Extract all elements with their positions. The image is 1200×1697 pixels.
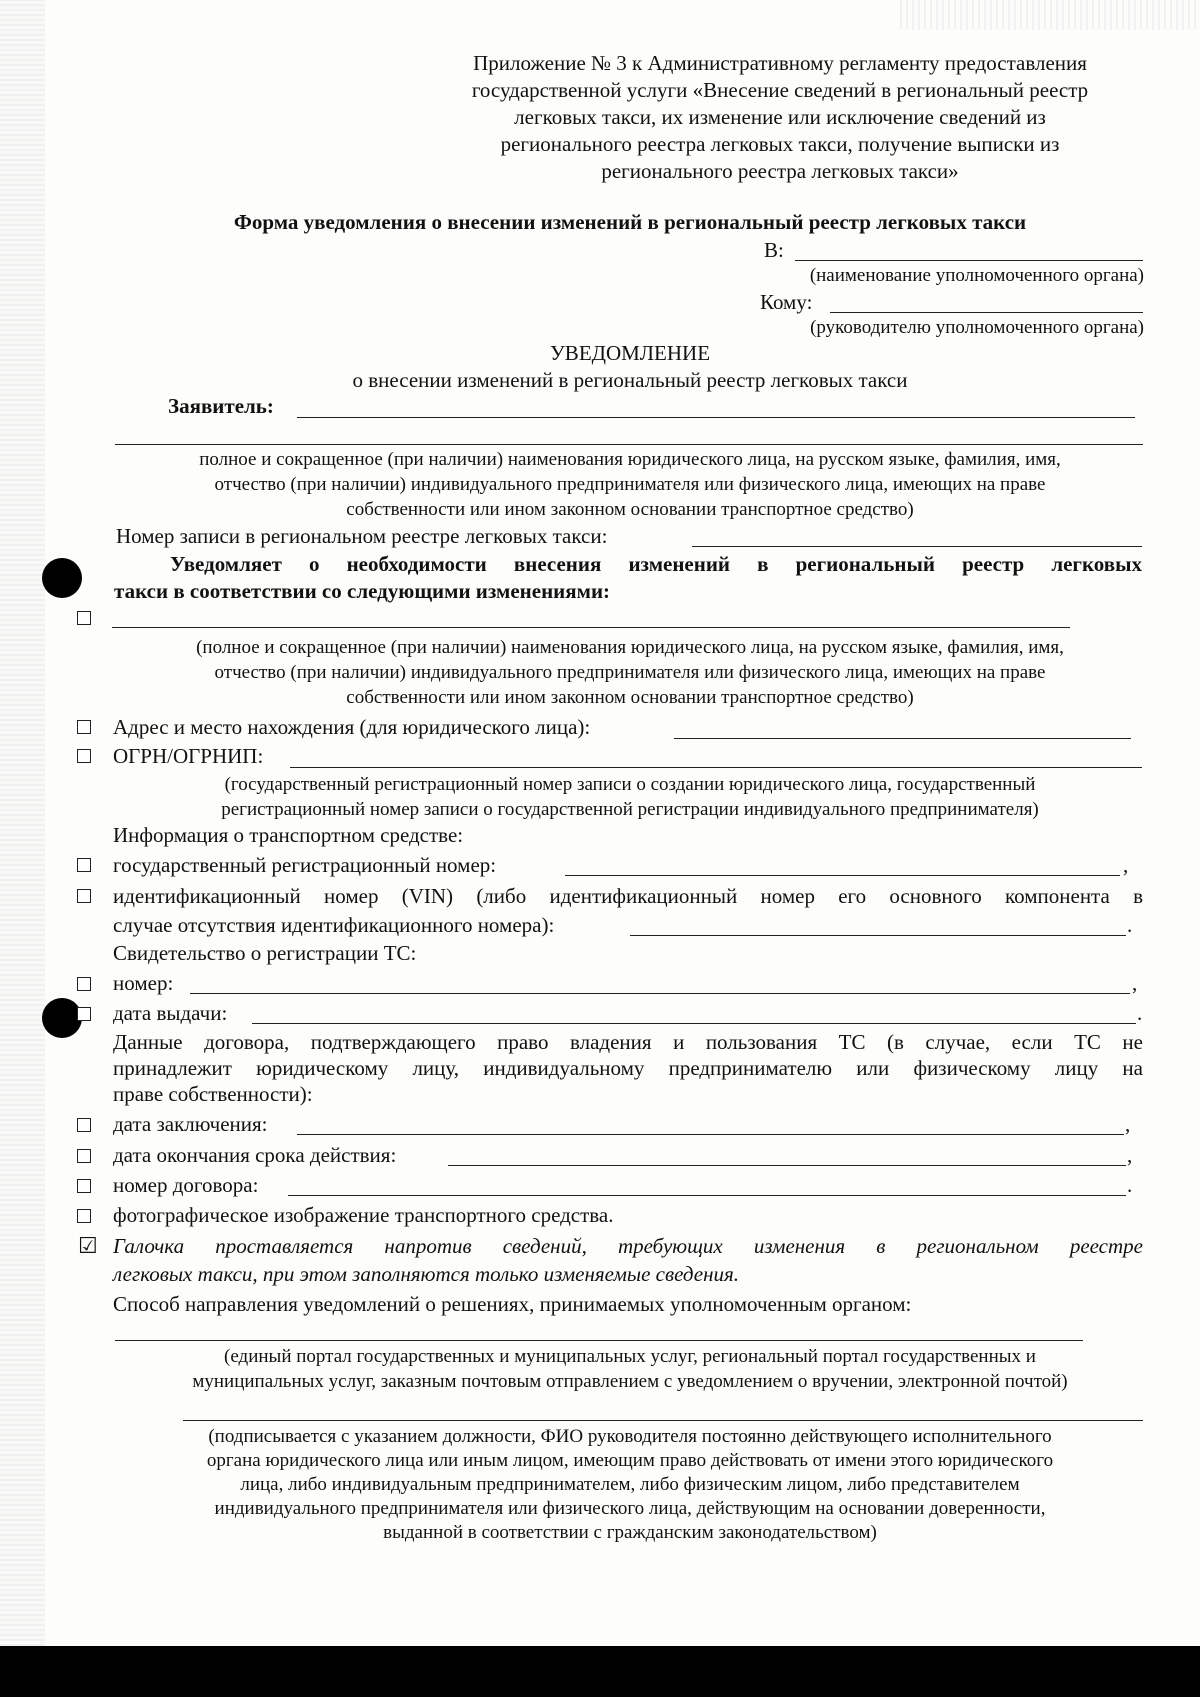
cert-date-checkbox[interactable] xyxy=(77,1007,91,1021)
ogrn-caption-1: (государственный регистрационный номер записи о создании юридического лица, государственный xyxy=(224,774,1036,795)
punch-hole-bottom xyxy=(42,998,82,1038)
photo-label: фотографическое изображение транспортного средства. xyxy=(113,1203,614,1227)
record-number-label: Номер записи в региональном реестре легковых такси: xyxy=(116,524,608,548)
cert-number-field[interactable] xyxy=(190,993,1130,994)
address-checkbox[interactable] xyxy=(77,720,91,734)
name-change-checkbox[interactable] xyxy=(77,611,91,625)
punch-hole-top xyxy=(42,558,82,598)
scan-margin-noise xyxy=(0,0,45,1646)
vin-line-2: случае отсутствия идентификационного номера): xyxy=(113,913,555,937)
reg-number-checkbox[interactable] xyxy=(77,858,91,872)
record-number-field[interactable] xyxy=(692,546,1142,547)
vehicle-info-label: Информация о транспортном средстве: xyxy=(113,823,464,847)
contract-intro-1: Данные договора, подтверждающего право владения и пользования ТС (в случае, если ТС не xyxy=(113,1030,1143,1054)
scan-bottom-edge xyxy=(0,1646,1200,1697)
cert-number-comma: , xyxy=(1132,971,1138,995)
contract-end-checkbox[interactable] xyxy=(77,1149,91,1163)
reg-number-comma: , xyxy=(1123,853,1129,877)
scan-top-noise xyxy=(900,0,1200,30)
cert-date-field[interactable] xyxy=(252,1023,1136,1024)
certificate-label: Свидетельство о регистрации ТС: xyxy=(113,941,417,965)
delivery-field[interactable] xyxy=(115,1340,1083,1341)
cert-date-label: дата выдачи: xyxy=(113,1001,228,1025)
notifies-line-2: такси в соответствии со следующими изменениями: xyxy=(114,579,611,603)
contract-number-label: номер договора: xyxy=(113,1173,259,1197)
notice-title: УВЕДОМЛЕНИЕ xyxy=(549,341,711,365)
ogrn-field[interactable] xyxy=(290,767,1142,768)
contract-end-comma: , xyxy=(1127,1143,1133,1167)
notifies-line-1: Уведомляет о необходимости внесения изменений в региональный реестр легковых xyxy=(170,552,1142,576)
contract-end-label: дата окончания срока действия: xyxy=(113,1143,397,1167)
signature-caption-5: выданной в соответствии с гражданским законодательством) xyxy=(383,1522,877,1543)
address-label: Адрес и место нахождения (для юридического лица): xyxy=(113,715,591,739)
vin-checkbox[interactable] xyxy=(77,889,91,903)
signature-caption-3: лица, либо индивидуальным предпринимателем, либо физическим лицом, либо представителем xyxy=(240,1474,1020,1495)
name-caption-1: (полное и сокращенное (при наличии) наименования юридического лица, на русском языке, фамилия, имя, xyxy=(196,637,1064,658)
vin-field[interactable] xyxy=(630,935,1126,936)
appendix-line-4: регионального реестра легковых такси, получение выписки из xyxy=(500,132,1060,156)
cert-number-label: номер: xyxy=(113,971,174,995)
to-label: В: xyxy=(764,238,784,262)
applicant-caption-3: собственности или ином законном основании транспортное средство) xyxy=(346,499,914,520)
signature-caption-4: индивидуального предпринимателя или физического лица, действующим на основании доверенности, xyxy=(214,1498,1046,1519)
appendix-line-1: Приложение № 3 к Административному регламенту предоставления xyxy=(473,51,1087,75)
delivery-caption-1: (единый портал государственных и муниципальных услуг, региональный портал государственных и xyxy=(224,1346,1036,1367)
cert-number-checkbox[interactable] xyxy=(77,977,91,991)
signature-field[interactable] xyxy=(183,1420,1143,1421)
applicant-label: Заявитель: xyxy=(168,394,274,418)
address-field[interactable] xyxy=(674,738,1131,739)
applicant-field-2[interactable] xyxy=(115,444,1143,445)
contract-date-checkbox[interactable] xyxy=(77,1118,91,1132)
ogrn-checkbox[interactable] xyxy=(77,749,91,763)
whom-field[interactable] xyxy=(830,312,1143,313)
to-field[interactable] xyxy=(795,260,1143,261)
ogrn-label: ОГРН/ОГРНИП: xyxy=(113,744,264,768)
applicant-caption-1: полное и сокращенное (при наличии) наименования юридического лица, на русском языке, фамилия, имя, xyxy=(199,449,1061,470)
reg-number-label: государственный регистрационный номер: xyxy=(113,853,497,877)
contract-date-label: дата заключения: xyxy=(113,1112,268,1136)
vin-dot: . xyxy=(1127,913,1133,937)
reg-number-field[interactable] xyxy=(565,875,1120,876)
appendix-line-2: государственной услуги «Внесение сведений в региональный реестр xyxy=(471,78,1089,102)
to-caption: (наименование уполномоченного органа) xyxy=(809,265,1144,286)
appendix-line-5: регионального реестра легковых такси» xyxy=(601,159,959,183)
ogrn-caption-2: регистрационный номер записи о государственной регистрации индивидуального предпринимателя) xyxy=(221,799,1039,820)
contract-date-comma: , xyxy=(1125,1112,1131,1136)
contract-number-dot: . xyxy=(1127,1173,1133,1197)
whom-caption: (руководителю уполномоченного органа) xyxy=(810,317,1144,338)
contract-number-checkbox[interactable] xyxy=(77,1179,91,1193)
delivery-label: Способ направления уведомлений о решениях, принимаемых уполномоченным органом: xyxy=(113,1292,912,1316)
form-title: Форма уведомления о внесении изменений в региональный реестр легковых такси xyxy=(233,210,1027,234)
note-line-2: легковых такси, при этом заполняются только изменяемые сведения. xyxy=(113,1262,740,1286)
cert-date-dot: . xyxy=(1137,1001,1143,1025)
contract-number-field[interactable] xyxy=(288,1195,1126,1196)
contract-end-field[interactable] xyxy=(448,1165,1126,1166)
whom-label: Кому: xyxy=(760,290,813,314)
vin-line-1: идентификационный номер (VIN) (либо идентификационный номер его основного компонента в xyxy=(113,884,1143,908)
checked-checkbox-icon: ☑ xyxy=(78,1233,98,1258)
applicant-field[interactable] xyxy=(297,417,1135,418)
notice-subtitle: о внесении изменений в региональный реестр легковых такси xyxy=(352,368,908,392)
signature-caption-1: (подписывается с указанием должности, ФИО руководителя постоянно действующего исполнительного xyxy=(208,1426,1052,1447)
applicant-caption-2: отчество (при наличии) индивидуального предпринимателя или физического лица, имеющих на праве xyxy=(214,474,1046,495)
name-caption-3: собственности или ином законном основании транспортное средство) xyxy=(346,687,914,708)
signature-caption-2: органа юридического лица или иным лицом, имеющим право действовать от имени этого юридического xyxy=(206,1450,1054,1471)
contract-date-field[interactable] xyxy=(297,1134,1124,1135)
contract-intro-2: принадлежит юридическому лицу, индивидуальному предпринимателю или физическому лицу на xyxy=(113,1056,1143,1080)
note-line-1: Галочка проставляется напротив сведений, требующих изменения в региональном реестре xyxy=(113,1234,1143,1258)
photo-checkbox[interactable] xyxy=(77,1209,91,1223)
appendix-line-3: легковых такси, их изменение или исключение сведений из xyxy=(514,105,1046,129)
name-change-field[interactable] xyxy=(112,627,1070,628)
delivery-caption-2: муниципальных услуг, заказным почтовым отправлением с уведомлением о вручении, электронной почтой) xyxy=(192,1371,1068,1392)
name-caption-2: отчество (при наличии) индивидуального предпринимателя или физического лица, имеющих на праве xyxy=(214,662,1046,683)
contract-intro-3: праве собственности): xyxy=(113,1082,313,1106)
